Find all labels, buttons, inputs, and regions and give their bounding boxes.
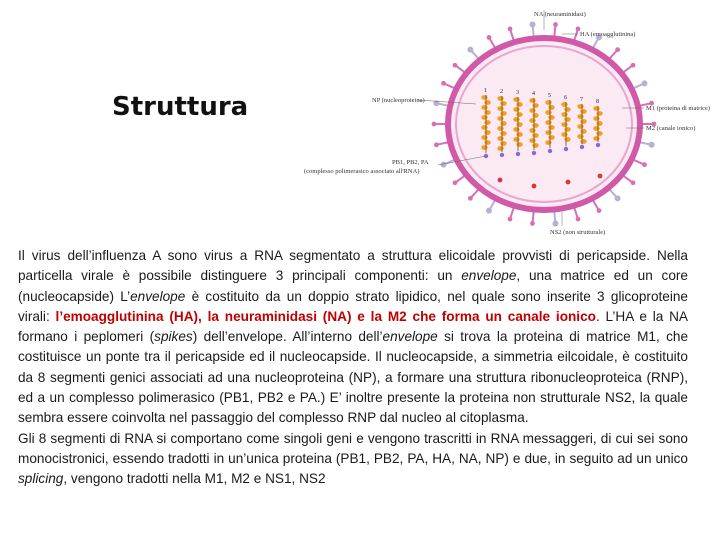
label-na: NA (neuraminidasi): [534, 11, 586, 18]
np-bead: [577, 114, 583, 119]
np-bead: [497, 146, 503, 151]
np-bead: [548, 125, 554, 130]
na-spike-head: [649, 142, 655, 148]
ha-spike-head: [453, 63, 458, 68]
paragraph-2: Gli 8 segmenti di RNA si comportano come singoli geni e vengono trascritti in RNA messaggeri, di cui sei sono monocistronici, essendo tradotti in un’unica proteina (PB1, PB2, PA, HA, NA, NP) e due, in seguito ad un unico splicing, vengono tradotti nella M1, M2 e NS1, NS2: [18, 430, 688, 487]
np-bead: [545, 110, 551, 115]
np-bead: [529, 128, 535, 133]
np-bead: [593, 116, 599, 121]
np-bead: [484, 130, 490, 135]
polymerase-complex: [548, 149, 552, 153]
na-spike-head: [615, 195, 621, 201]
np-bead: [529, 108, 535, 113]
ha-spike-head: [468, 196, 473, 201]
ha-spike-head: [441, 81, 446, 86]
np-bead: [596, 121, 602, 126]
np-bead: [561, 112, 567, 117]
np-bead: [484, 110, 490, 115]
np-bead: [545, 120, 551, 125]
np-bead: [529, 138, 535, 143]
np-bead: [481, 115, 487, 120]
label-polymerase-desc: (complesso polimerasico associato all'RNA): [304, 168, 420, 175]
ha-spike-head: [530, 221, 535, 226]
ha-spike-head: [642, 162, 647, 167]
polymerase-complex: [500, 153, 504, 157]
np-bead: [481, 95, 487, 100]
label-polymerase: PB1, PB2, PA: [392, 159, 429, 166]
np-bead: [596, 111, 602, 116]
np-bead: [545, 100, 551, 105]
ns2-dot: [498, 178, 503, 183]
ha-spike-head: [453, 180, 458, 185]
segment-number: 4: [532, 91, 535, 97]
ha-spike-head: [631, 180, 636, 185]
ha-spike-head: [432, 122, 437, 127]
np-bead: [513, 107, 519, 112]
ha-spike-head: [434, 142, 439, 147]
np-bead: [548, 105, 554, 110]
np-bead: [532, 103, 538, 108]
viral-envelope: [448, 38, 640, 210]
polymerase-complex: [580, 145, 584, 149]
np-bead: [513, 97, 519, 102]
np-bead: [593, 106, 599, 111]
segment-number: 7: [580, 97, 583, 103]
ns2-dot: [598, 174, 603, 179]
np-bead: [596, 131, 602, 136]
np-bead: [481, 145, 487, 150]
polymerase-complex: [532, 151, 536, 155]
label-ns2: NS2 (non strutturale): [550, 229, 606, 236]
ha-spike-head: [487, 35, 492, 40]
np-bead: [484, 100, 490, 105]
np-bead: [577, 124, 583, 129]
polymerase-complex: [564, 147, 568, 151]
np-bead: [564, 127, 570, 132]
np-bead: [593, 126, 599, 131]
label-ha: HA (emoagglutinina): [580, 31, 636, 38]
np-bead: [500, 121, 506, 126]
ns2-dot: [532, 184, 537, 189]
np-bead: [516, 122, 522, 127]
body-text: [18, 246, 688, 490]
na-spike-head: [641, 80, 647, 86]
highlighted-glycoproteins: l’emoagglutinina (HA), la neuraminidasi (NA) e la M2 che forma un canale ionico: [55, 308, 596, 324]
np-bead: [513, 117, 519, 122]
np-bead: [497, 106, 503, 111]
ha-spike-head: [631, 63, 636, 68]
segment-number: 1: [484, 88, 487, 94]
np-bead: [497, 126, 503, 131]
np-bead: [484, 120, 490, 125]
label-np: NP (nucleoproteina): [372, 97, 425, 104]
np-bead: [580, 139, 586, 144]
ha-spike-head: [553, 22, 558, 27]
np-bead: [516, 142, 522, 147]
np-bead: [529, 118, 535, 123]
paragraph-1: Il virus dell’influenza A sono virus a RNA segmentato a struttura elicoidale provvisti di pericapside. Nella particella virale è possibile distinguere 3 principali componenti: un envelope, una matrice ed un core (nucleocapside) L’envelope è costituito da un doppio strato lipidico, nel quale sono inserite 3 glicoproteine virali: l’emoagglutinina (HA), la neuraminidasi (NA) e la M2 che forma un canale ionico. L’HA e la NA formano i peplomeri (spikes) dell’envelope. All’interno dell’envelope si trova la proteina di matrice M1, che costituisce un ponte tra il pericapside ed il nucleocapside. Il nucleocapside, a simmetria eilcoidale, è costituito da 8 segmenti genici associati ad una nucleoproteina (NP), a formare una struttura ribonucleoproteica (RNP), ed a un complesso polimerasico (PB1, PB2 e PA.) E’ inoltre presente la proteina non strutturale NS2, la quale sembra essere coinvolta nel passaggio del complesso RNP dal nucleo al citoplasma.: [18, 248, 689, 426]
segment-number: 6: [564, 95, 567, 101]
np-bead: [548, 115, 554, 120]
np-bead: [580, 129, 586, 134]
np-bead: [593, 136, 599, 141]
np-bead: [580, 109, 586, 114]
np-bead: [561, 102, 567, 107]
ha-spike-head: [576, 217, 581, 222]
np-bead: [497, 136, 503, 141]
np-bead: [481, 125, 487, 130]
segment-number: 8: [596, 99, 599, 105]
np-bead: [497, 96, 503, 101]
np-bead: [516, 132, 522, 137]
np-bead: [561, 132, 567, 137]
ha-spike-head: [508, 217, 513, 222]
label-m2: M2 (canale ionico): [646, 125, 696, 132]
ns2-dot: [566, 180, 571, 185]
np-bead: [545, 130, 551, 135]
na-spike-head: [552, 220, 558, 226]
np-bead: [532, 113, 538, 118]
na-spike-head: [530, 22, 536, 28]
np-bead: [513, 127, 519, 132]
np-bead: [564, 107, 570, 112]
np-bead: [532, 123, 538, 128]
np-bead: [497, 116, 503, 121]
na-spike-head: [467, 47, 473, 53]
np-bead: [580, 119, 586, 124]
np-bead: [564, 137, 570, 142]
np-bead: [484, 140, 490, 145]
slide-title: Struttura: [112, 92, 249, 122]
segment-number: 5: [548, 93, 551, 99]
np-bead: [548, 135, 554, 140]
np-bead: [500, 131, 506, 136]
np-bead: [561, 122, 567, 127]
np-bead: [500, 111, 506, 116]
polymerase-complex: [516, 152, 520, 156]
np-bead: [564, 117, 570, 122]
np-bead: [529, 98, 535, 103]
ha-spike-head: [615, 47, 620, 52]
na-spike-head: [441, 162, 447, 168]
np-bead: [577, 134, 583, 139]
np-bead: [516, 102, 522, 107]
polymerase-complex: [596, 143, 600, 147]
np-bead: [481, 135, 487, 140]
ha-spike-head: [597, 208, 602, 213]
segment-number: 3: [516, 90, 519, 96]
influenza-virus-diagram: [300, 0, 720, 240]
np-bead: [500, 101, 506, 106]
np-bead: [532, 133, 538, 138]
label-m1: M1 (proteina di matrice): [646, 105, 711, 112]
np-bead: [532, 143, 538, 148]
np-bead: [513, 137, 519, 142]
np-bead: [545, 140, 551, 145]
segment-number: 2: [500, 89, 503, 95]
ha-spike-head: [508, 26, 513, 31]
np-bead: [481, 105, 487, 110]
np-bead: [500, 141, 506, 146]
np-bead: [577, 104, 583, 109]
np-bead: [516, 112, 522, 117]
na-spike-head: [486, 208, 492, 214]
